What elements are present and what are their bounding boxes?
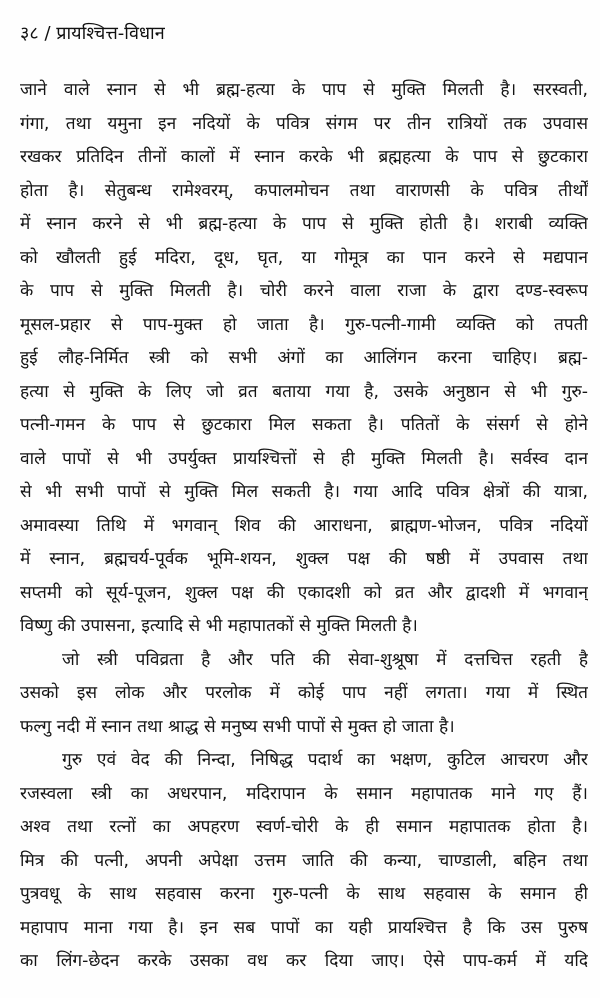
body-text — [20, 74, 588, 979]
page-number: ३८ — [20, 23, 39, 44]
text-line: को खौलती हुई मदिरा, दूध, घृत, या गोमूत्र का पान करने से मद्यपान — [20, 247, 588, 268]
header-separator: / — [44, 23, 51, 44]
text-line: अमावस्या तिथि में भगवान् शिव की आराधना, ब्राह्मण-भोजन, पवित्र नदियों — [20, 515, 588, 536]
text-line: पत्नी-गमन के पाप से छुटकारा मिल सकता है। पतितों के संसर्ग से होने — [20, 415, 588, 435]
text-line: महापाप माना गया है। इन सब पापों का यही प्रायश्चित्त है कि उस पुरुष — [20, 917, 588, 938]
text-line: जाने वाले स्नान से भी ब्रह्म-हत्या के पाप से मुक्ति मिलती है। सरस्वती, — [20, 80, 588, 100]
text-line: रखकर प्रतिदिन तीनों कालों में स्नान करके भी ब्रह्महत्या के पाप से छुटकारा — [20, 147, 588, 167]
text-line: से भी सभी पापों से मुक्ति मिल सकती है। गया आदि पवित्र क्षेत्रों की यात्रा, — [20, 482, 588, 502]
text-line: जो स्त्री पविव्रता है और पति की सेवा-शुश्रूषा में दत्तचित्त रहती है — [62, 649, 588, 670]
running-title: प्रायश्चित्त-विधान — [56, 23, 165, 44]
text-line: उसको इस लोक और परलोक में कोई पाप नहीं लगता। गया में स्थित — [20, 683, 588, 703]
running-header — [20, 22, 165, 46]
text-line: सप्तमी को सूर्य-पूजन, शुक्ल पक्ष की एकादशी को व्रत और द्वादशी में भगवान् — [20, 582, 588, 603]
text-line: फल्गु नदी में स्नान तथा श्राद्ध से मनुष्य सभी पापों से मुक्त हो जाता है। — [20, 716, 455, 737]
text-line: हुई लौह-निर्मित स्त्री को सभी अंगों का आलिंगन करना चाहिए। ब्रह्म- — [20, 348, 588, 368]
text-line: में स्नान, ब्रह्मचर्य-पूर्वक भूमि-शयन, शुक्ल पक्ष की षष्ठी में उपवास तथा — [20, 549, 588, 569]
text-line: होता है। सेतुबन्ध रामेश्वरम्, कपालमोचन तथा वाराणसी के पवित्र तीर्थों — [20, 180, 588, 201]
text-line: मूसल-प्रहार से पाप-मुक्त हो जाता है। गुरु-पत्नी-गामी व्यक्ति को तपती — [20, 314, 588, 335]
text-line: वाले पापों से भी उपर्युक्त प्रायश्चित्तों से ही मुक्ति मिलती है। सर्वस्व दान — [20, 448, 588, 469]
text-line: का लिंग-छेदन करके उसका वध कर दिया जाए। ऐसे पाप-कर्म में यदि — [20, 951, 588, 971]
text-line: मित्र की पत्नी, अपनी अपेक्षा उत्तम जाति की कन्या, चाण्डाली, बहिन तथा — [20, 850, 588, 871]
text-line: अश्व तथा रत्नों का अपहरण स्वर्ण-चोरी के ही समान महापातक होता है। — [20, 817, 588, 837]
text-line: गुरु एवं वेद की निन्दा, निषिद्ध पदार्थ का भक्षण, कुटिल आचरण और — [62, 750, 588, 770]
text-line: गंगा, तथा यमुना इन नदियों के पवित्र संगम पर तीन रात्रियों तक उपवास — [20, 113, 588, 134]
text-line: विष्णु की उपासना, इत्यादि से भी महापातकों से मुक्ति मिलती है। — [20, 616, 418, 636]
text-line: हत्या से मुक्ति के लिए जो व्रत बताया गया है, उसके अनुष्ठान से भी गुरु- — [20, 381, 588, 402]
text-line: रजस्वला स्त्री का अधरपान, मदिरापान के समान महापातक माने गए हैं। — [20, 783, 588, 804]
text-line: पुत्रवधू के साथ सहवास करना गुरु-पत्नी के साथ सहवास के समान ही — [20, 884, 588, 904]
text-line: में स्नान करने से भी ब्रह्म-हत्या के पाप से मुक्ति होती है। शराबी व्यक्ति — [20, 214, 588, 234]
text-line: के पाप से मुक्ति मिलती है। चोरी करने वाला राजा के द्वारा दण्ड-स्वरूप — [20, 281, 588, 301]
